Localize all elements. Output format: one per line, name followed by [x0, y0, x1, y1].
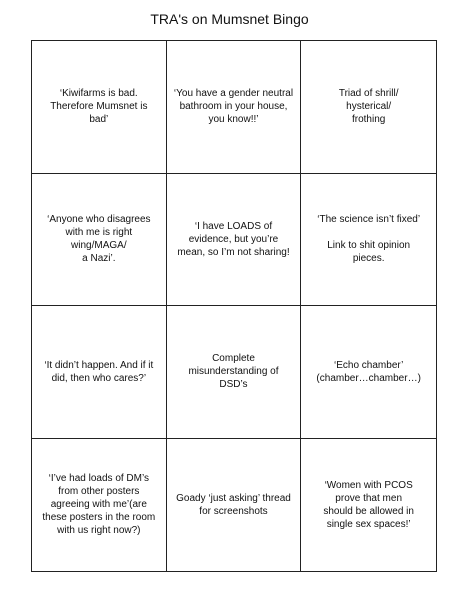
bingo-cell: [167, 41, 302, 174]
bingo-cell-text: Triad of shrill/ hysterical/ frothing: [338, 88, 399, 126]
bingo-cell: [167, 306, 302, 439]
page-title: TRA's on Mumsnet Bingo: [150, 11, 309, 27]
bingo-cell-text: ‘Echo chamber’ (chamber…chamber…): [316, 359, 421, 384]
bingo-cell-text: ‘You have a gender neutral bathroom in your house, you know!!’: [173, 88, 294, 126]
bingo-cell: [167, 439, 302, 572]
bingo-cell: [301, 439, 436, 572]
bingo-cell: [32, 41, 167, 174]
bingo-cell-text: ‘Anyone who disagrees with me is right wing/MAGA/ a Nazi’.: [47, 214, 151, 265]
bingo-cell-text: ‘Kiwifarms is bad. Therefore Mumsnet is bad’: [50, 88, 148, 126]
bingo-cell-text: Goady ‘just asking’ thread for screenshots: [176, 492, 291, 517]
bingo-cell-text: ‘The science isn’t fixed’ Link to shit opinion pieces.: [317, 214, 421, 265]
bingo-cell-text: ‘I’ve had loads of DM’s from other posters agreeing with me’(are these posters in the room with us right now?): [42, 473, 156, 537]
bingo-cell: [301, 41, 436, 174]
bingo-cell-text: Complete misunderstanding of DSD’s: [188, 353, 279, 391]
bingo-cell-text: ‘It didn’t happen. And if it did, then who cares?’: [44, 359, 154, 384]
bingo-cell-text: ‘Women with PCOS prove that men should be allowed in single sex spaces!’: [323, 479, 414, 530]
bingo-cell: [32, 439, 167, 572]
bingo-cell-text: ‘I have LOADS of evidence, but you’re mean, so I’m not sharing!: [177, 220, 290, 258]
bingo-grid: [31, 40, 437, 572]
bingo-cell: [32, 306, 167, 439]
bingo-cell: [32, 174, 167, 307]
bingo-cell: [301, 306, 436, 439]
bingo-cell: [167, 174, 302, 307]
bingo-cell: [301, 174, 436, 307]
